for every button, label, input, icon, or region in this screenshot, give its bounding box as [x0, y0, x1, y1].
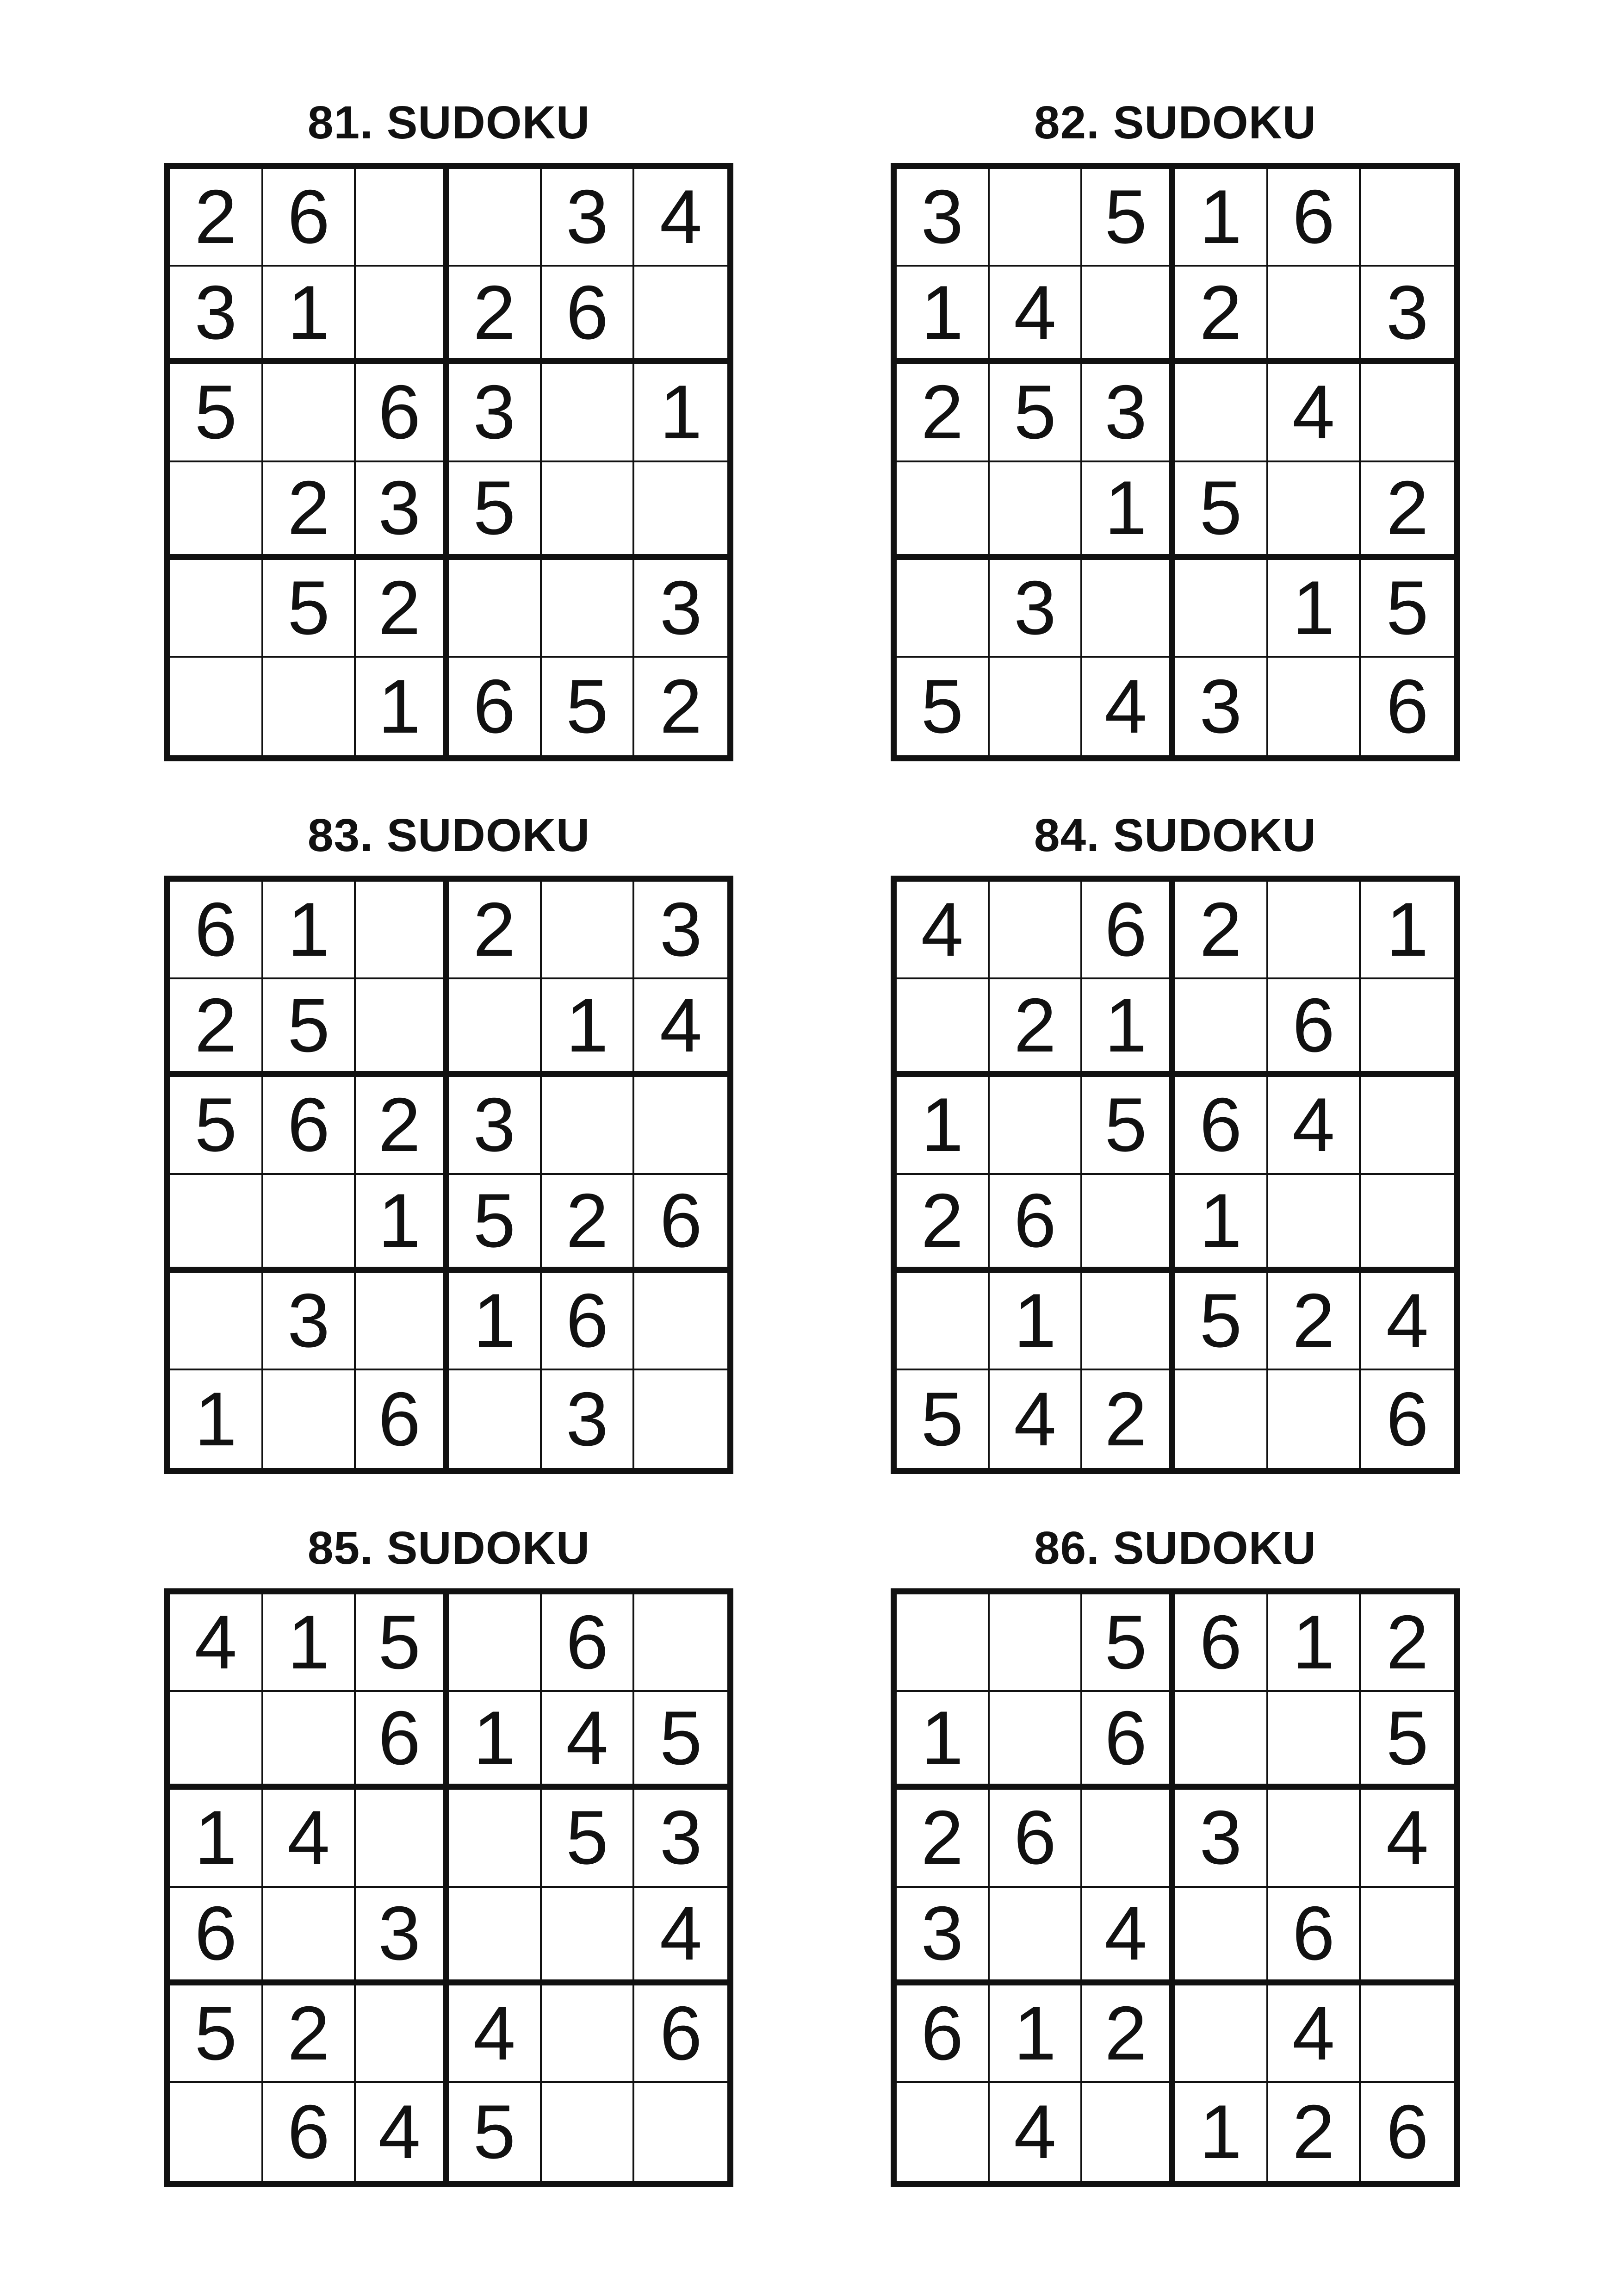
given-cell: 4 [449, 1985, 542, 2083]
given-cell: 5 [990, 364, 1083, 462]
given-cell: 2 [542, 1175, 635, 1273]
given-cell: 5 [170, 364, 263, 462]
given-cell: 3 [263, 1273, 356, 1370]
given-cell: 1 [1175, 169, 1268, 267]
given-cell: 6 [542, 267, 635, 364]
given-cell: 2 [263, 1985, 356, 2083]
given-cell: 6 [542, 1594, 635, 1692]
empty-cell[interactable] [634, 2083, 727, 2181]
empty-cell[interactable] [990, 462, 1083, 560]
empty-cell[interactable] [634, 1594, 727, 1692]
empty-cell[interactable] [542, 1888, 635, 1985]
given-cell: 2 [170, 169, 263, 267]
given-cell: 2 [1082, 1370, 1175, 1468]
given-cell: 6 [542, 1273, 635, 1370]
empty-cell[interactable] [449, 1888, 542, 1985]
given-cell: 4 [990, 267, 1083, 364]
empty-cell[interactable] [897, 560, 990, 658]
empty-cell[interactable] [449, 979, 542, 1077]
given-cell: 5 [897, 1370, 990, 1468]
given-cell: 3 [897, 169, 990, 267]
empty-cell[interactable] [1082, 1175, 1175, 1273]
given-cell: 1 [170, 1370, 263, 1468]
given-cell: 3 [356, 462, 449, 560]
empty-cell[interactable] [1175, 979, 1268, 1077]
empty-cell[interactable] [1175, 1985, 1268, 2083]
empty-cell[interactable] [356, 169, 449, 267]
empty-cell[interactable] [542, 1077, 635, 1175]
given-cell: 3 [634, 1790, 727, 1887]
given-cell: 2 [449, 882, 542, 979]
empty-cell[interactable] [263, 658, 356, 755]
empty-cell[interactable] [449, 1370, 542, 1468]
given-cell: 6 [1386, 1376, 1429, 1462]
given-cell: 2 [263, 462, 356, 560]
empty-cell[interactable] [449, 560, 542, 658]
empty-cell[interactable] [263, 364, 356, 462]
empty-cell[interactable] [990, 1077, 1083, 1175]
puzzle-title: 85. SUDOKU [307, 1522, 590, 1574]
sudoku-grid [891, 876, 1460, 1474]
empty-cell[interactable] [1361, 1985, 1454, 2083]
empty-cell[interactable] [263, 1175, 356, 1273]
given-cell: 6 [1268, 979, 1361, 1077]
given-cell: 2 [1082, 1985, 1175, 2083]
empty-cell[interactable] [897, 2083, 990, 2181]
empty-cell[interactable] [1268, 658, 1361, 755]
given-cell: 6 [990, 1175, 1083, 1273]
empty-cell[interactable] [542, 882, 635, 979]
given-cell: 1 [990, 1273, 1083, 1370]
given-cell: 5 [634, 1692, 727, 1790]
empty-cell[interactable] [1175, 1692, 1268, 1790]
given-cell: 2 [356, 1077, 449, 1175]
empty-cell[interactable] [1268, 882, 1361, 979]
empty-cell[interactable] [449, 1594, 542, 1692]
empty-cell[interactable] [1175, 1370, 1268, 1468]
sudoku-grid [164, 163, 733, 761]
empty-cell[interactable] [263, 1888, 356, 1985]
given-cell: 4 [634, 169, 727, 267]
given-cell: 4 [263, 1790, 356, 1887]
given-cell: 6 [1268, 169, 1361, 267]
given-cell: 1 [1361, 882, 1454, 979]
given-cell: 5 [1175, 462, 1268, 560]
given-cell: 2 [449, 267, 542, 364]
empty-cell[interactable] [990, 882, 1083, 979]
empty-cell[interactable] [1268, 267, 1361, 364]
given-cell: 4 [990, 1370, 1083, 1468]
puzzle-title: 86. SUDOKU [1034, 1522, 1317, 1574]
empty-cell[interactable] [897, 979, 990, 1077]
empty-cell[interactable] [1268, 1370, 1361, 1468]
sudoku-grid [164, 876, 733, 1474]
given-cell: 6 [356, 1692, 449, 1790]
given-cell: 5 [449, 2083, 542, 2181]
empty-cell[interactable] [1268, 1692, 1361, 1790]
given-cell: 1 [263, 267, 356, 364]
empty-cell[interactable] [990, 1888, 1083, 1985]
empty-cell[interactable] [634, 1370, 727, 1468]
empty-cell[interactable] [990, 1594, 1083, 1692]
empty-cell[interactable] [990, 169, 1083, 267]
given-cell: 1 [1268, 1594, 1361, 1692]
given-cell: 6 [263, 1077, 356, 1175]
empty-cell[interactable] [1082, 2083, 1175, 2181]
given-cell: 6 [990, 1790, 1083, 1887]
empty-cell[interactable] [1175, 560, 1268, 658]
given-cell: 4 [1361, 1790, 1454, 1887]
empty-cell[interactable] [356, 882, 449, 979]
given-cell: 3 [170, 267, 263, 364]
given-cell: 6 [634, 1985, 727, 2083]
given-cell: 1 [263, 1594, 356, 1692]
given-cell: 1 [1082, 462, 1175, 560]
sudoku-grid [891, 163, 1460, 761]
given-cell: 4 [1361, 1273, 1454, 1370]
given-cell: 6 [449, 658, 542, 755]
empty-cell[interactable] [449, 169, 542, 267]
given-cell: 2 [1175, 267, 1268, 364]
given-cell: 1 [263, 882, 356, 979]
given-cell: 2 [1268, 1273, 1361, 1370]
empty-cell[interactable] [542, 364, 635, 462]
puzzle-title: 83. SUDOKU [307, 809, 590, 861]
given-cell: 5 [1361, 560, 1454, 658]
given-cell: 3 [634, 882, 727, 979]
given-cell: 3 [1175, 658, 1268, 755]
given-cell: 3 [634, 560, 727, 658]
given-cell: 1 [356, 1175, 449, 1273]
given-cell: 6 [1386, 663, 1429, 749]
empty-cell[interactable] [634, 1273, 727, 1370]
given-cell: 4 [634, 1888, 727, 1985]
given-cell: 6 [1268, 1888, 1361, 1985]
sudoku-grid [164, 1588, 733, 2187]
given-cell: 6 [263, 2083, 356, 2181]
given-cell: 2 [1175, 882, 1268, 979]
given-cell: 6 [1386, 2089, 1429, 2174]
given-cell: 3 [449, 364, 542, 462]
given-cell: 5 [170, 1077, 263, 1175]
given-cell: 5 [1361, 1692, 1454, 1790]
given-cell: 6 [170, 1888, 263, 1985]
given-cell: 5 [1082, 1077, 1175, 1175]
empty-cell[interactable] [356, 1985, 449, 2083]
empty-cell[interactable] [990, 1692, 1083, 1790]
empty-cell[interactable] [1361, 169, 1454, 267]
empty-cell[interactable] [1082, 1790, 1175, 1887]
given-cell: 3 [542, 169, 635, 267]
empty-cell[interactable] [170, 1273, 263, 1370]
given-cell: 5 [542, 658, 635, 755]
empty-cell[interactable] [356, 267, 449, 364]
given-cell: 4 [634, 979, 727, 1077]
given-cell: 6 [1082, 1692, 1175, 1790]
given-cell: 5 [449, 1175, 542, 1273]
empty-cell[interactable] [1082, 560, 1175, 658]
empty-cell[interactable] [263, 1370, 356, 1468]
given-cell: 5 [449, 462, 542, 560]
given-cell: 1 [897, 267, 990, 364]
given-cell: 1 [449, 1692, 542, 1790]
empty-cell[interactable] [1082, 267, 1175, 364]
given-cell: 1 [1268, 560, 1361, 658]
given-cell: 2 [990, 979, 1083, 1077]
given-cell: 1 [1082, 979, 1175, 1077]
given-cell: 4 [170, 1594, 263, 1692]
given-cell: 2 [1268, 2083, 1361, 2181]
given-cell: 3 [1361, 267, 1454, 364]
given-cell: 5 [170, 1985, 263, 2083]
empty-cell[interactable] [356, 1273, 449, 1370]
given-cell: 6 [263, 169, 356, 267]
empty-cell[interactable] [1361, 1888, 1454, 1985]
puzzle-title: 81. SUDOKU [307, 97, 590, 149]
empty-cell[interactable] [449, 1790, 542, 1887]
given-cell: 6 [897, 1985, 990, 2083]
empty-cell[interactable] [170, 1175, 263, 1273]
empty-cell[interactable] [1361, 1175, 1454, 1273]
given-cell: 5 [897, 658, 990, 755]
given-cell: 1 [634, 364, 727, 462]
given-cell: 4 [897, 882, 990, 979]
empty-cell[interactable] [170, 2083, 263, 2181]
given-cell: 2 [659, 663, 702, 749]
empty-cell[interactable] [170, 1692, 263, 1790]
given-cell: 6 [170, 882, 263, 979]
puzzle-title: 84. SUDOKU [1034, 809, 1317, 861]
empty-cell[interactable] [170, 462, 263, 560]
empty-cell[interactable] [542, 462, 635, 560]
given-cell: 2 [897, 1175, 990, 1273]
given-cell: 4 [542, 1692, 635, 1790]
empty-cell[interactable] [263, 1692, 356, 1790]
given-cell: 1 [356, 658, 449, 755]
given-cell: 6 [356, 1370, 449, 1468]
given-cell: 6 [1175, 1077, 1268, 1175]
given-cell: 3 [1175, 1790, 1268, 1887]
puzzle-title: 82. SUDOKU [1034, 97, 1317, 149]
empty-cell[interactable] [1268, 1175, 1361, 1273]
given-cell: 4 [1268, 1077, 1361, 1175]
given-cell: 1 [542, 979, 635, 1077]
empty-cell[interactable] [1175, 1888, 1268, 1985]
empty-cell[interactable] [170, 560, 263, 658]
given-cell: 4 [1268, 364, 1361, 462]
given-cell: 2 [1361, 1594, 1454, 1692]
empty-cell[interactable] [634, 462, 727, 560]
empty-cell[interactable] [897, 1273, 990, 1370]
given-cell: 1 [990, 1985, 1083, 2083]
empty-cell[interactable] [1268, 1790, 1361, 1887]
given-cell: 1 [897, 1692, 990, 1790]
empty-cell[interactable] [1361, 364, 1454, 462]
empty-cell[interactable] [356, 1790, 449, 1887]
empty-cell[interactable] [634, 1077, 727, 1175]
given-cell: 2 [897, 1790, 990, 1887]
empty-cell[interactable] [542, 2083, 635, 2181]
empty-cell[interactable] [542, 560, 635, 658]
given-cell: 3 [990, 560, 1083, 658]
given-cell: 4 [1082, 1888, 1175, 1985]
given-cell: 1 [897, 1077, 990, 1175]
given-cell: 3 [542, 1370, 635, 1468]
given-cell: 3 [356, 1888, 449, 1985]
empty-cell[interactable] [1361, 1077, 1454, 1175]
given-cell: 4 [1268, 1985, 1361, 2083]
empty-cell[interactable] [990, 658, 1083, 755]
given-cell: 1 [1175, 2083, 1268, 2181]
given-cell: 1 [170, 1790, 263, 1887]
given-cell: 5 [1175, 1273, 1268, 1370]
given-cell: 6 [1082, 882, 1175, 979]
given-cell: 5 [356, 1594, 449, 1692]
empty-cell[interactable] [1082, 1273, 1175, 1370]
empty-cell[interactable] [1361, 979, 1454, 1077]
empty-cell[interactable] [634, 267, 727, 364]
given-cell: 3 [449, 1077, 542, 1175]
given-cell: 2 [1361, 462, 1454, 560]
given-cell: 2 [170, 979, 263, 1077]
sudoku-grid [891, 1588, 1460, 2187]
given-cell: 4 [356, 2083, 449, 2181]
given-cell: 1 [1175, 1175, 1268, 1273]
empty-cell[interactable] [1268, 462, 1361, 560]
given-cell: 6 [356, 364, 449, 462]
given-cell: 6 [1175, 1594, 1268, 1692]
given-cell: 5 [263, 979, 356, 1077]
given-cell: 4 [1082, 658, 1175, 755]
given-cell: 2 [356, 560, 449, 658]
given-cell: 3 [897, 1888, 990, 1985]
given-cell: 5 [263, 560, 356, 658]
empty-cell[interactable] [356, 979, 449, 1077]
empty-cell[interactable] [897, 462, 990, 560]
given-cell: 5 [1082, 1594, 1175, 1692]
given-cell: 5 [1082, 169, 1175, 267]
given-cell: 1 [449, 1273, 542, 1370]
empty-cell[interactable] [897, 1594, 990, 1692]
given-cell: 3 [1082, 364, 1175, 462]
empty-cell[interactable] [542, 1985, 635, 2083]
given-cell: 4 [990, 2083, 1083, 2181]
empty-cell[interactable] [170, 658, 263, 755]
empty-cell[interactable] [1175, 364, 1268, 462]
given-cell: 2 [897, 364, 990, 462]
given-cell: 6 [634, 1175, 727, 1273]
given-cell: 5 [542, 1790, 635, 1887]
